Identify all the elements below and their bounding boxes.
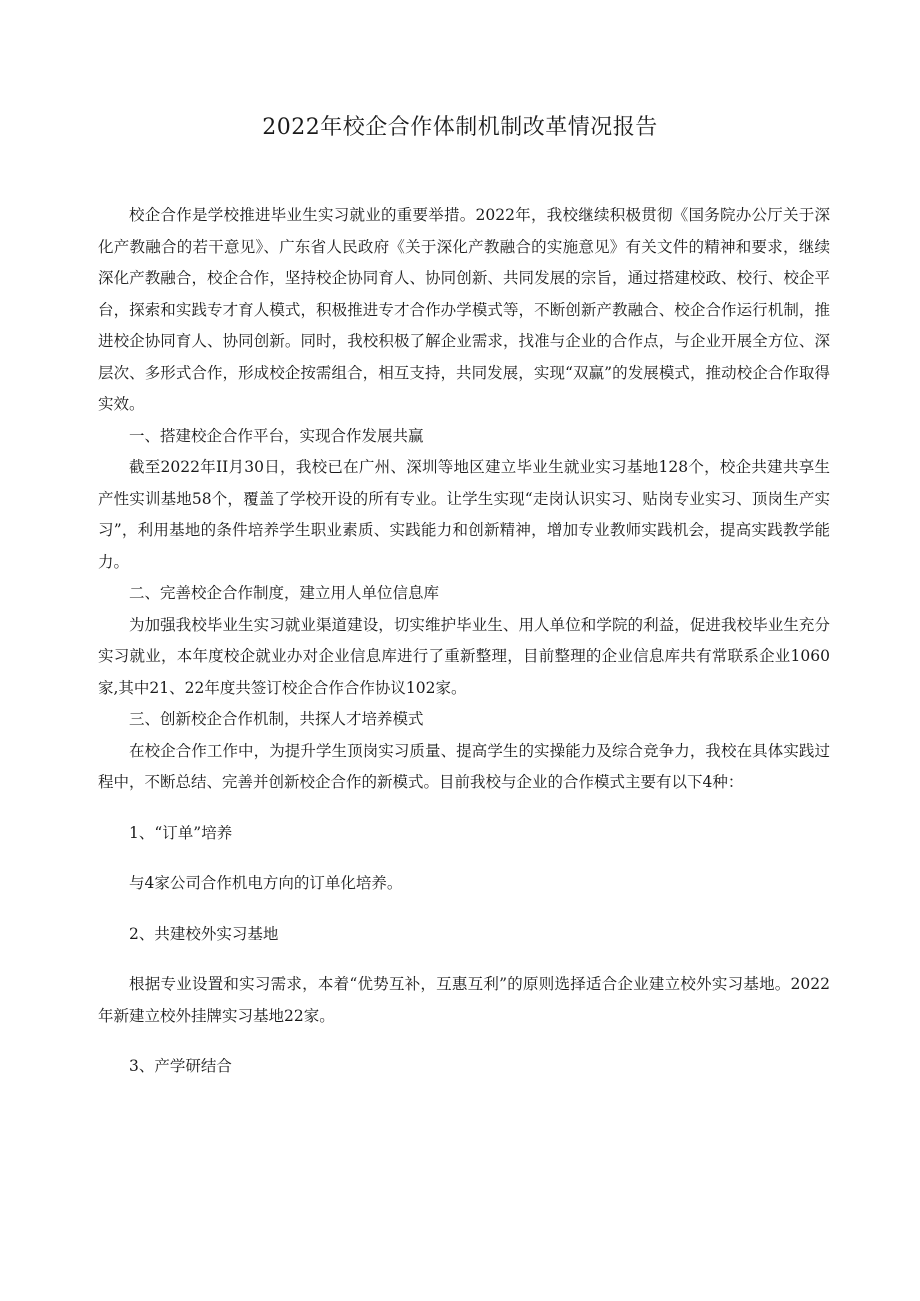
mode-2-heading: 2、共建校外实习基地 bbox=[129, 924, 279, 943]
mode-3-heading: 3、产学研结合 bbox=[129, 1057, 232, 1075]
section-heading-3: 三、创新校企合作机制，共探人才培养模式 bbox=[129, 710, 424, 728]
document-body bbox=[98, 200, 830, 1083]
mode-1-heading: 1、“订单”培养 bbox=[129, 823, 233, 842]
section-heading-2: 二、完善校企合作制度，建立用人单位信息库 bbox=[129, 584, 440, 602]
intro-paragraph: 校企合作是学校推进毕业生实习就业的重要举措。2022年，我校继续积极贯彻《国务院办公厅关于深化产教融合的若干意见》、广东省人民政府《关于深化产教融合的实施意见》有关文件的精神和要求，继续深化产教融合，校企合作，坚持校企协同育人、协同创新、共同发展的宗旨，通过搭建校政、校行、校企平台，探索和实践专才育人模式，积极推进专才合作办学模式等，不断创新产教融合、校企合作运行机制，推进校企协同育人、协同创新。同时，我校积极了解企业需求，找准与企业的合作点，与企业开展全方位、深层次、多形式合作，形成校企按需组合，相互支持，共同发展，实现“双赢”的发展模式，推动校企合作取得实效。 bbox=[98, 206, 830, 413]
section-heading-1: 一、搭建校企合作平台，实现合作发展共赢 bbox=[129, 426, 424, 445]
mode-2-paragraph: 根据专业设置和实习需求，本着“优势互补，互惠互利”的原则选择适合企业建立校外实习基地。2022年新建立校外挂牌实习基地22家。 bbox=[98, 975, 830, 1025]
section-1-paragraph: 截至2022年II月30日，我校已在广州、深圳等地区建立毕业生就业实习基地128个，校企共建共享生产性实训基地58个，覆盖了学校开设的所有专业。让学生实现“走岗认识实习、贴岗专业实习、顶岗生产实习”，利用基地的条件培养学生职业素质、实践能力和创新精神，增加专业教师实践机会，提高实践教学能力。 bbox=[98, 458, 830, 571]
section-3-paragraph: 在校企合作工作中，为提升学生顶岗实习质量、提高学生的实操能力及综合竞争力，我校在具体实践过程中，不断总结、完善并创新校企合作的新模式。目前我校与企业的合作模式主要有以下4种： bbox=[98, 741, 830, 791]
document-title: 2022年校企合作体制机制改革情况报告 bbox=[262, 115, 658, 140]
mode-1-paragraph: 与4家公司合作机电方向的订单化培养。 bbox=[129, 874, 403, 892]
section-2-paragraph: 为加强我校毕业生实习就业渠道建设，切实维护毕业生、用人单位和学院的利益，促进我校毕业生充分实习就业，本年度校企就业办对企业信息库进行了重新整理，目前整理的企业信息库共有常联系企业1060家,其中21、22年度共签订校企合作合作协议102家。 bbox=[98, 615, 830, 697]
